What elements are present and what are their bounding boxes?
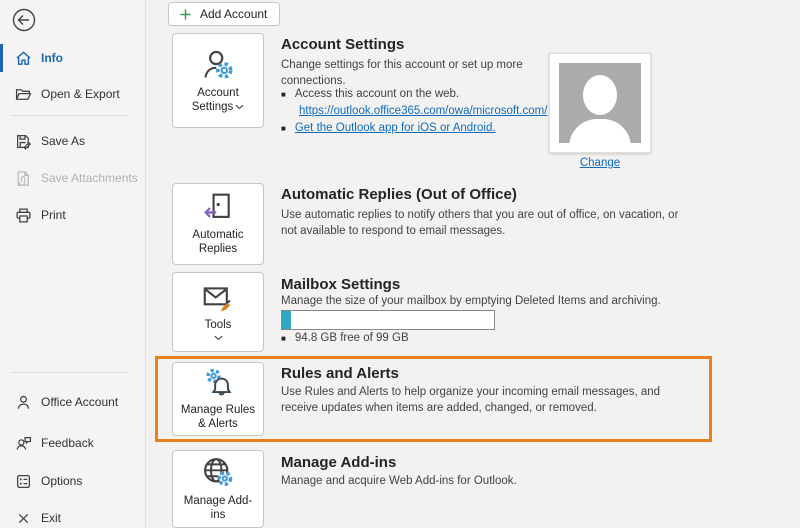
sidebar-item-options[interactable] — [0, 468, 146, 494]
bullet-text: Access this account on the web. — [294, 88, 460, 100]
automatic-replies-icon — [201, 192, 235, 224]
card-label: Automatic Replies — [192, 229, 244, 255]
sidebar-item-save-attachments — [0, 165, 146, 191]
save-as-icon — [14, 132, 32, 150]
storage-text: 94.8 GB free of 99 GB — [294, 332, 409, 344]
bullet-item — [281, 122, 496, 134]
info-page — [146, 0, 800, 528]
sidebar-item-exit[interactable] — [0, 505, 146, 528]
home-icon — [14, 49, 32, 67]
section-title: Rules and Alerts — [281, 365, 399, 382]
card-label: Account Settings — [177, 86, 259, 114]
section-description: Manage and acquire Web Add-ins for Outlook. — [281, 475, 517, 487]
rules-alerts-icon — [201, 367, 235, 399]
sidebar-divider — [10, 115, 128, 116]
add-account-label: Add Account — [200, 7, 268, 21]
sidebar-item-label: Save As — [41, 134, 86, 148]
sidebar-item-print[interactable] — [0, 202, 146, 228]
sidebar-item-label: Info — [41, 51, 63, 65]
back-button[interactable] — [11, 7, 37, 33]
sidebar-item-label: Options — [41, 474, 83, 488]
bullet-item — [281, 88, 459, 100]
mailbox-storage-bar — [281, 310, 495, 330]
automatic-replies-button[interactable] — [172, 183, 264, 265]
storage-bar-fill — [282, 311, 291, 329]
close-icon — [14, 509, 32, 527]
card-label: Manage Add-ins — [183, 495, 253, 521]
manage-rules-alerts-button[interactable] — [172, 362, 264, 436]
avatar — [559, 63, 641, 143]
printer-icon — [14, 206, 32, 224]
sidebar-divider — [10, 372, 128, 373]
backstage-sidebar — [0, 0, 146, 528]
sidebar-item-open-export[interactable] — [0, 81, 146, 107]
tools-button[interactable] — [172, 272, 264, 352]
feedback-icon — [14, 434, 32, 452]
sidebar-item-feedback[interactable] — [0, 430, 146, 456]
account-settings-icon — [200, 48, 236, 82]
account-settings-button[interactable] — [172, 33, 264, 128]
sidebar-item-label: Save Attachments — [41, 171, 138, 185]
sidebar-item-save-as[interactable] — [0, 128, 146, 154]
avatar-head — [583, 75, 617, 115]
section-title: Manage Add-ins — [281, 454, 397, 471]
back-arrow-icon — [11, 7, 37, 33]
manage-add-ins-button[interactable] — [172, 450, 264, 528]
person-icon — [14, 393, 32, 411]
profile-photo — [549, 53, 651, 153]
add-account-button[interactable] — [168, 2, 280, 26]
chevron-down-icon — [214, 335, 223, 341]
sidebar-item-label: Feedback — [41, 436, 94, 450]
chevron-down-icon — [235, 104, 244, 110]
section-title: Automatic Replies (Out of Office) — [281, 186, 517, 203]
plus-icon — [178, 7, 193, 22]
mailbox-tools-icon — [200, 284, 236, 314]
card-label: Tools — [204, 318, 232, 331]
sidebar-item-label: Exit — [41, 511, 62, 525]
owa-link[interactable]: https://outlook.office365.com/owa/microsoft.com/ — [299, 105, 548, 117]
card-label: Manage Rules & Alerts — [180, 404, 256, 430]
change-photo-link[interactable]: Change — [579, 157, 621, 169]
section-description: Use Rules and Alerts to help organize your incoming email messages, and receive updates when items are added, changed, or removed. — [281, 386, 661, 414]
section-description: Change settings for this account or set up more connections. — [281, 59, 523, 87]
section-title: Mailbox Settings — [281, 276, 401, 293]
change-photo-wrap — [549, 157, 651, 169]
section-description: Manage the size of your mailbox by emptying Deleted Items and archiving. — [281, 295, 661, 307]
sidebar-item-label: Office Account — [41, 395, 119, 409]
avatar-torso — [569, 119, 631, 143]
sidebar-item-label: Open & Export — [41, 87, 120, 101]
bullet-icon: ■ — [281, 90, 286, 99]
sidebar-item-info[interactable] — [0, 45, 146, 71]
add-ins-icon — [200, 456, 236, 490]
sidebar-item-office-account[interactable] — [0, 389, 146, 415]
bullet-icon: ■ — [281, 334, 286, 343]
open-folder-icon — [14, 85, 32, 103]
section-description: Use automatic replies to notify others that you are out of office, on vacation, or not available to respond to email messages. — [281, 209, 679, 237]
section-title: Account Settings — [281, 36, 405, 53]
get-outlook-app-link[interactable]: Get the Outlook app for iOS or Android. — [294, 122, 496, 134]
sidebar-item-label: Print — [41, 208, 66, 222]
bullet-icon: ■ — [281, 124, 286, 133]
storage-text-row — [281, 332, 409, 344]
attachment-icon — [14, 169, 32, 187]
options-icon — [14, 472, 32, 490]
